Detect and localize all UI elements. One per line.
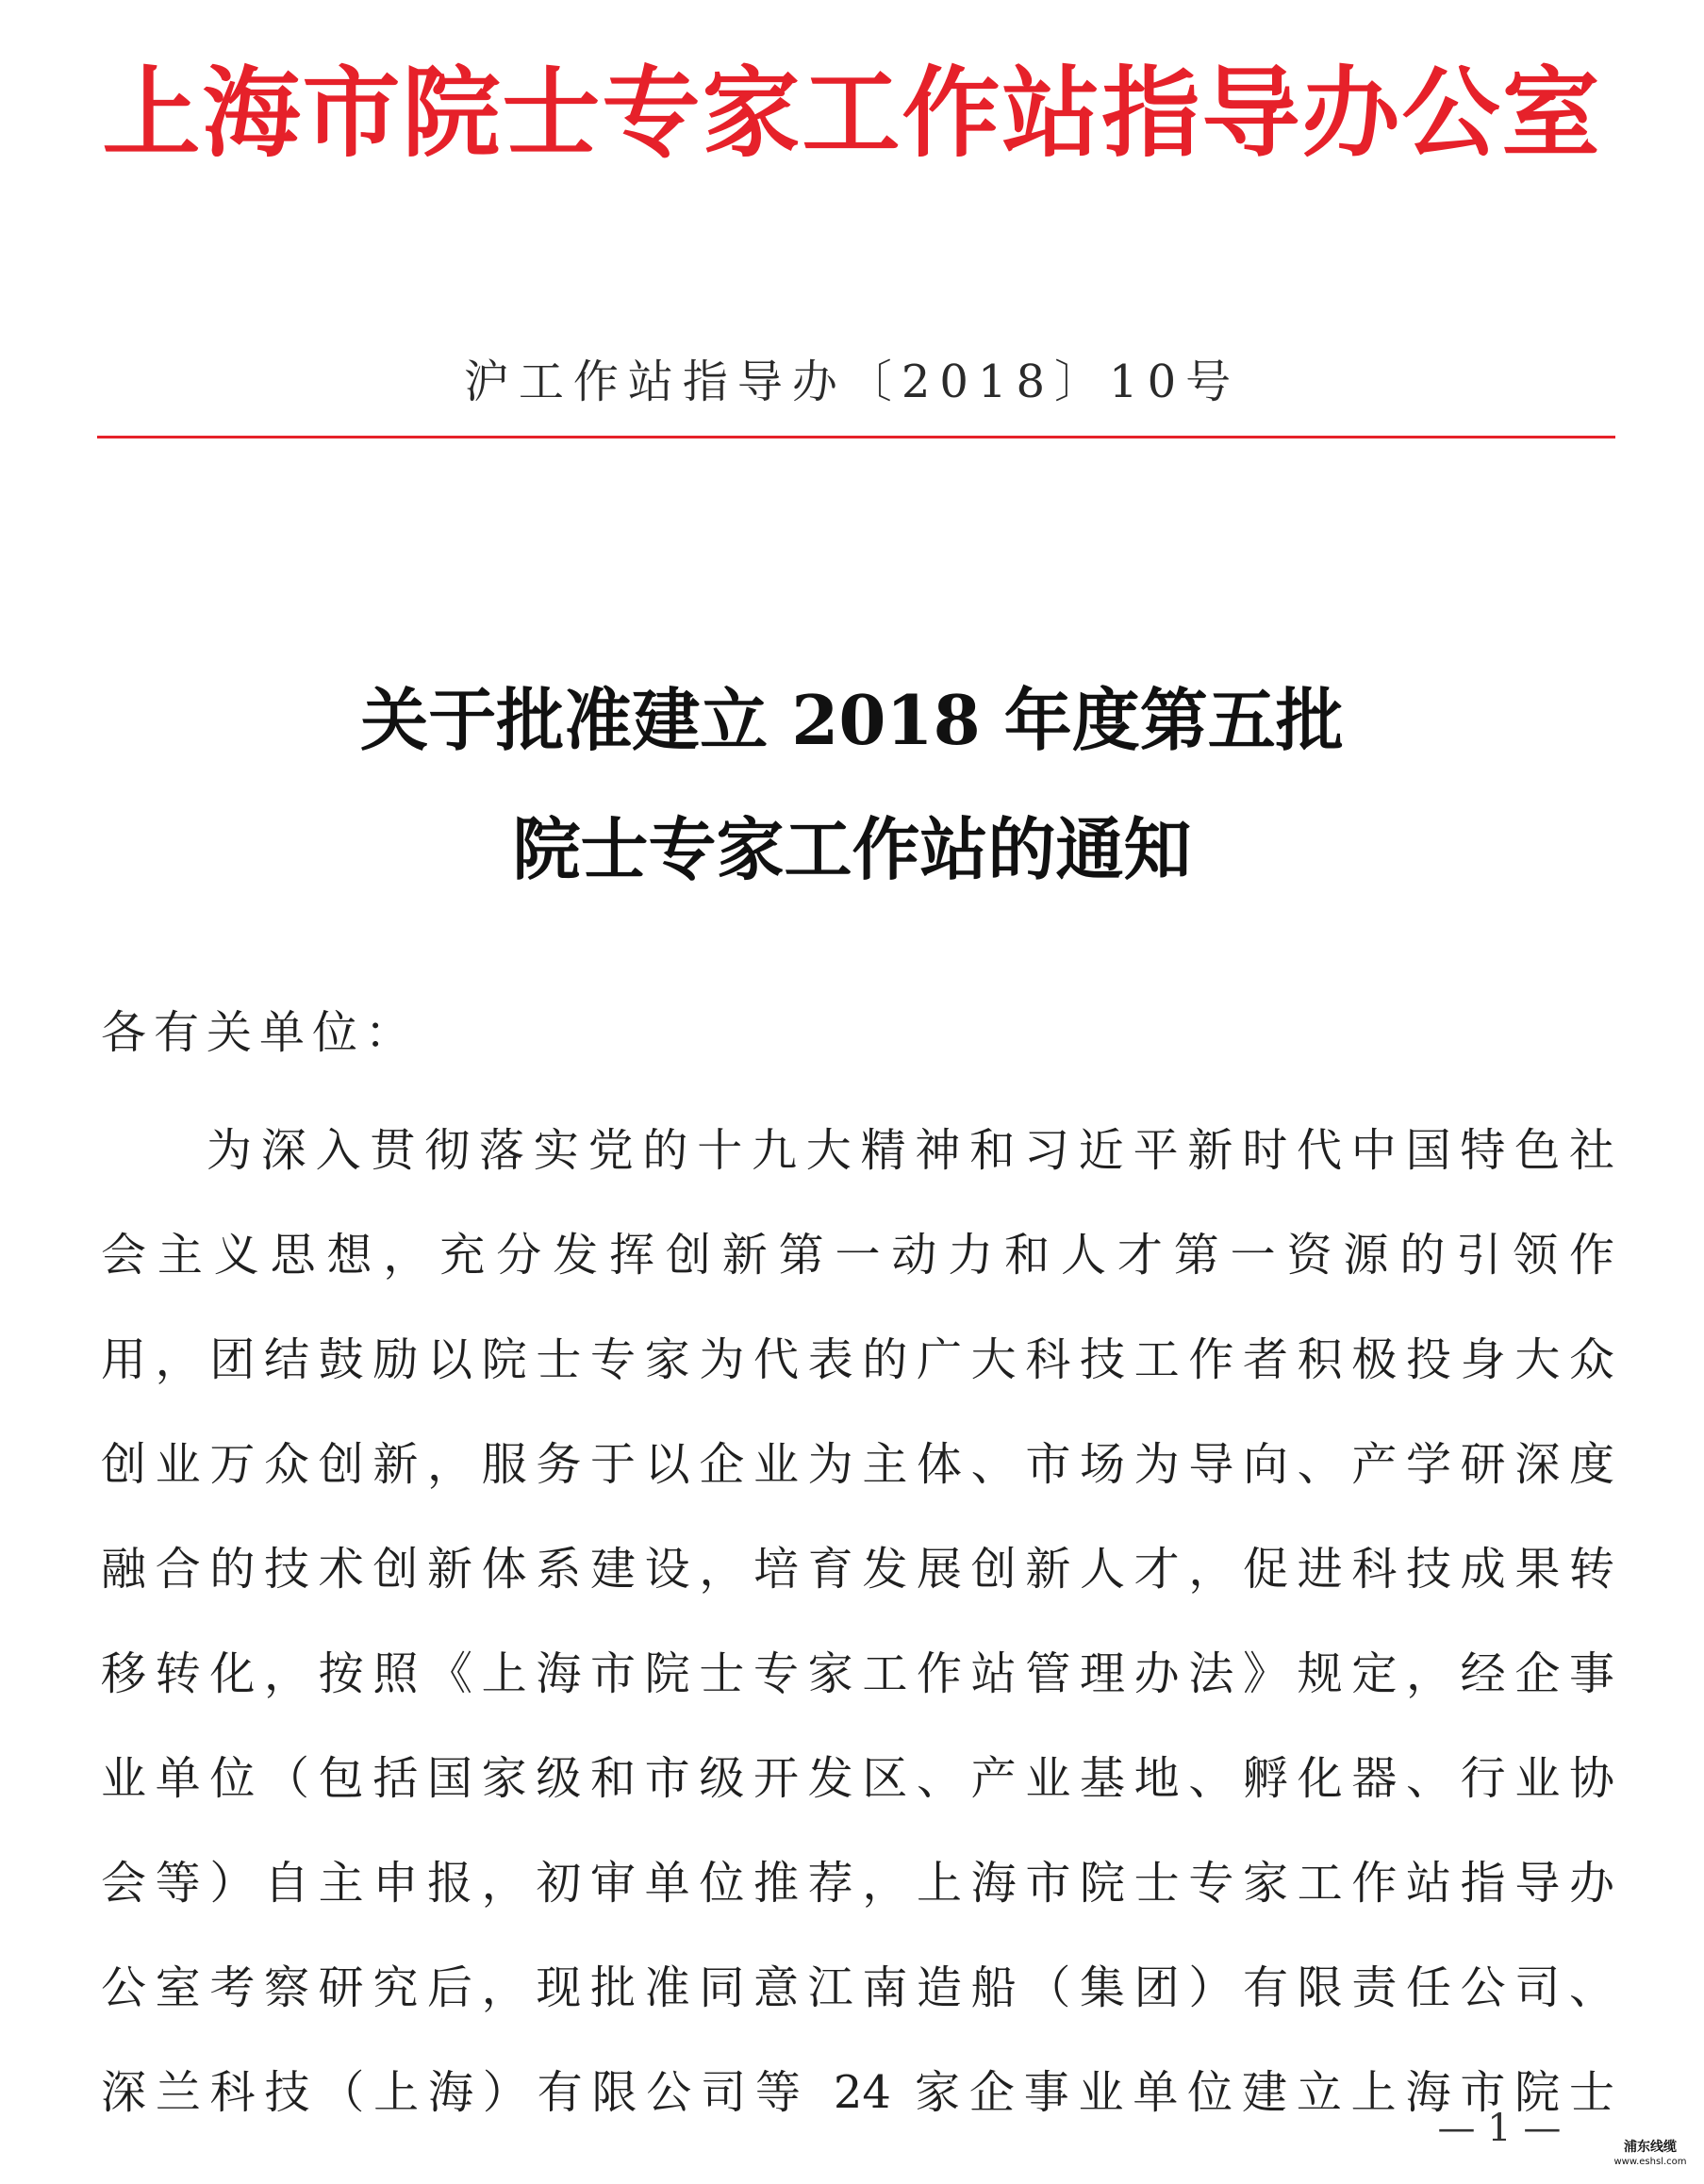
- body-line: 创业万众创新，服务于以企业为主体、市场为导向、产学研深度: [101, 1438, 1614, 1491]
- body-line: 用，团结鼓励以院士专家为代表的广大科技工作者积极投身大众: [101, 1333, 1614, 1386]
- body-line: 会主义思想，充分发挥创新第一动力和人才第一资源的引领作: [101, 1229, 1614, 1282]
- notice-title-line-1: 关于批准建立 2018 年度第五批: [360, 680, 1344, 760]
- watermark-name: 浦东线缆: [1624, 2140, 1677, 2155]
- body-paragraph: [101, 1099, 1614, 2145]
- notice-title: [0, 655, 1704, 914]
- body-line: 深兰科技（上海）有限公司等 24 家企事业单位建立上海市院士: [101, 2066, 1614, 2119]
- body-line: 移转化，按照《上海市院士专家工作站管理办法》规定，经企事: [101, 1647, 1614, 1700]
- document-number: 沪工作站指导办〔2018〕10号: [463, 356, 1241, 408]
- body-line: 公室考察研究后，现批准同意江南造船（集团）有限责任公司、: [101, 1961, 1614, 2014]
- site-watermark: [1603, 2139, 1697, 2169]
- salutation: 各有关单位：: [101, 1006, 419, 1059]
- body-line: 会等）自主申报，初审单位推荐，上海市院士专家工作站指导办: [101, 1857, 1614, 1910]
- watermark-url: www.eshsl.com: [1613, 2157, 1687, 2167]
- issuing-office-header: 上海市院士专家工作站指导办公室: [102, 55, 1602, 171]
- body-line: 为深入贯彻落实党的十九大精神和习近平新时代中国特色社: [207, 1124, 1614, 1177]
- notice-title-line-2: 院士专家工作站的通知: [512, 809, 1192, 889]
- body-line: 业单位（包括国家级和市级开发区、产业基地、孵化器、行业协: [101, 1752, 1614, 1805]
- body-line: 融合的技术创新体系建设，培育发展创新人才，促进科技成果转: [101, 1543, 1614, 1596]
- red-divider-line: [97, 436, 1615, 438]
- page-number: — 1 —: [1437, 2107, 1562, 2150]
